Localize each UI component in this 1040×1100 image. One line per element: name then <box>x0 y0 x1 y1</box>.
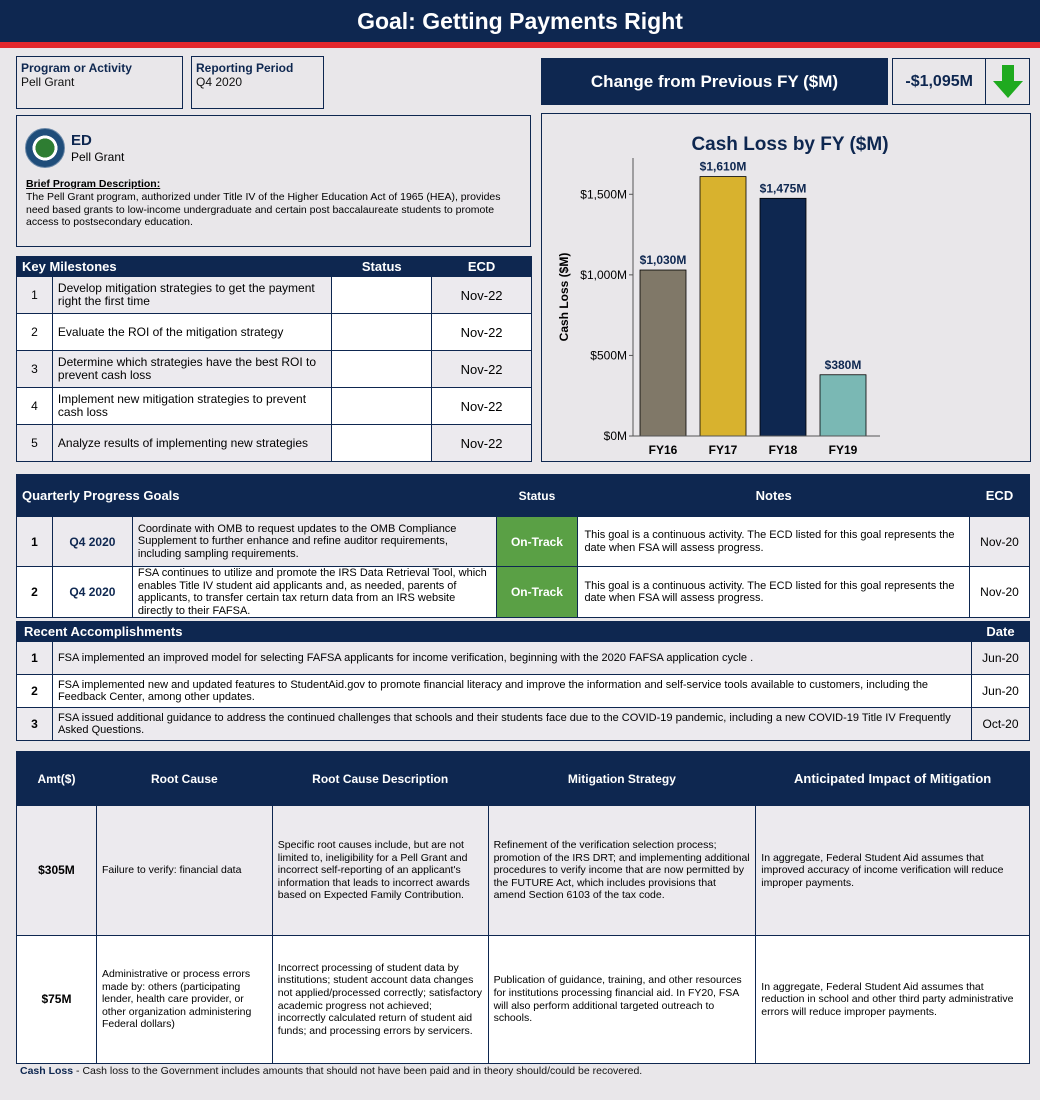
accomplishment-row <box>17 642 1030 675</box>
quarterly-text: FSA continues to utilize and promote the IRS Data Retrieval Tool, which enables Title IV student aid applicants and, as needed, parents of applicants, to transfer certain tax return data from an IRS website directly to their FAFSA. <box>132 567 496 618</box>
milestone-ecd: Nov-22 <box>432 425 532 462</box>
chart-bar-fy17 <box>700 177 746 436</box>
status-badge: On-Track <box>332 351 432 388</box>
status-badge: On-Track <box>496 517 578 567</box>
milestones-table <box>16 256 532 462</box>
accomplishment-num: 2 <box>17 675 53 708</box>
cash-loss-chart-panel <box>541 113 1031 462</box>
milestone-row <box>17 388 532 425</box>
status-badge: On-Track <box>496 567 578 618</box>
root-cause-text: Administrative or process errors made by: others (participating lender, health care provider, or other organization administering Federal dollars) <box>96 936 272 1064</box>
milestones-ecd-header: ECD <box>432 257 532 277</box>
chart-title: Cash Loss by FY ($M) <box>691 134 889 155</box>
period-label: Reporting Period <box>196 61 294 75</box>
quarterly-status-header: Status <box>496 475 578 517</box>
impact-text: In aggregate, Federal Student Aid assumes that improved accuracy of income verification will reduce improper payments. <box>756 806 1030 936</box>
description-text: The Pell Grant program, authorized under Title IV of the Higher Education Act of 1965 (HEA), provides need based grants to low-income undergraduate and certain post baccalaureate students to promote access to postsecondary education. <box>26 191 501 228</box>
milestone-num: 2 <box>17 314 53 351</box>
change-title: Change from Previous FY ($M) <box>541 58 888 105</box>
chart-bar-fy16 <box>640 270 686 436</box>
y-tick-label: $500M <box>590 348 627 363</box>
quarterly-row <box>17 567 1030 618</box>
program-box <box>16 56 183 109</box>
milestone-ecd: Nov-22 <box>432 314 532 351</box>
quarterly-text: Coordinate with OMB to request updates to the OMB Compliance Supplement to further enhance and refine auditor requirements, including sampling requirements. <box>132 517 496 567</box>
accomplishment-num: 3 <box>17 708 53 741</box>
accomplishment-row <box>17 675 1030 708</box>
footnote <box>20 1065 642 1077</box>
y-tick-label: $0M <box>603 429 627 443</box>
milestone-ecd: Nov-22 <box>432 277 532 314</box>
chart-data-label: $380M <box>824 357 862 372</box>
status-badge: On-Track <box>332 314 432 351</box>
quarterly-num: 1 <box>17 517 53 567</box>
milestone-num: 5 <box>17 425 53 462</box>
impact-text: In aggregate, Federal Student Aid assumes that reduction in school and other third party administrative errors will reduce improper payments. <box>756 936 1030 1064</box>
milestone-num: 4 <box>17 388 53 425</box>
quarterly-ecd: Nov-20 <box>970 517 1030 567</box>
period-box <box>191 56 324 109</box>
change-value: -$1,095M <box>905 72 973 90</box>
chart-data-label: $1,475M <box>759 181 807 196</box>
accomplishment-date: Oct-20 <box>972 708 1030 741</box>
mitigation-text: Refinement of the verification selection process; promotion of the IRS DRT; and implementing additional procedures to verify income that are now permitted by the FUTURE Act, which includes provisions that amend Section 6103 of the tax code. <box>488 806 756 936</box>
chart-data-label: $1,610M <box>699 159 747 174</box>
quarterly-title: Quarterly Progress Goals <box>17 475 497 517</box>
status-badge: On-Track <box>332 277 432 314</box>
milestone-ecd: Nov-22 <box>432 388 532 425</box>
accomplishment-num: 1 <box>17 642 53 675</box>
root-cause-desc: Incorrect processing of student data by institutions; student account data changes not applied/processed correctly; satisfactory academic progress not achieved; incorrectly calculated return of student aid funds; and processing errors by servicers. <box>272 936 488 1064</box>
accomplishment-date: Jun-20 <box>972 675 1030 708</box>
root-cause-desc-header: Root Cause Description <box>272 752 488 806</box>
accomplishment-text: FSA implemented an improved model for selecting FAFSA applicants for income verification, beginning with the 2020 FAFSA application cycle . <box>52 642 971 675</box>
accomplishments-table <box>16 621 1030 741</box>
root-cause-amt: $75M <box>17 936 97 1064</box>
agency-name: ED <box>71 132 92 149</box>
accomplishments-title: Recent Accomplishments <box>17 622 972 642</box>
root-cause-desc: Specific root causes include, but are not limited to, ineligibility for a Pell Grant and incorrect self-reporting of an applicant's information that leads to incorrect awards based on Expected Family Contribution. <box>272 806 488 936</box>
down-arrow-icon <box>985 59 1029 104</box>
chart-data-label: $1,030M <box>639 253 687 268</box>
x-tick-label: FY19 <box>828 443 858 457</box>
accomplishment-text: FSA issued additional guidance to address the continued challenges that schools and their students face due to the COVID-19 pandemic, including a new COVID-19 Title IV Frequently Asked Questions. <box>52 708 971 741</box>
period-value: Q4 2020 <box>196 75 243 89</box>
header-accent-line <box>0 42 1040 48</box>
program-description-box <box>16 115 531 247</box>
agency-seal-icon <box>25 128 65 168</box>
x-tick-label: FY18 <box>768 443 798 457</box>
status-badge: On-Track <box>332 388 432 425</box>
program-label: Program or Activity <box>21 61 132 75</box>
quarterly-notes: This goal is a continuous activity. The ECD listed for this goal represents the date when FSA will assess progress. <box>578 567 970 618</box>
impact-header: Anticipated Impact of Mitigation <box>756 752 1030 806</box>
root-cause-amt: $305M <box>17 806 97 936</box>
milestone-row <box>17 314 532 351</box>
footnote-term: Cash Loss <box>20 1065 74 1077</box>
quarterly-num: 2 <box>17 567 53 618</box>
amt-header: Amt($) <box>17 752 97 806</box>
quarterly-goals-table <box>16 474 1030 618</box>
chart-bar-fy18 <box>760 198 806 436</box>
root-cause-row <box>17 936 1030 1064</box>
chart-bar-fy19 <box>820 375 866 436</box>
quarterly-ecd-header: ECD <box>970 475 1030 517</box>
root-cause-row <box>17 806 1030 936</box>
milestone-num: 1 <box>17 277 53 314</box>
root-cause-table <box>16 751 1030 1064</box>
accomplishment-row <box>17 708 1030 741</box>
chart-y-axis-label: Cash Loss ($M) <box>557 252 571 342</box>
x-tick-label: FY16 <box>648 443 678 457</box>
quarterly-ecd: Nov-20 <box>970 567 1030 618</box>
program-value: Pell Grant <box>21 75 75 89</box>
description-label: Brief Program Description: <box>26 178 161 190</box>
quarterly-quarter: Q4 2020 <box>52 517 132 567</box>
milestones-status-header: Status <box>332 257 432 277</box>
root-cause-text: Failure to verify: financial data <box>96 806 272 936</box>
accomplishment-text: FSA implemented new and updated features to StudentAid.gov to promote financial literacy and improve the information and self-service tools available to customers, including the Feedback Center, among other updates. <box>52 675 971 708</box>
milestone-text: Determine which strategies have the best ROI to prevent cash loss <box>52 351 331 388</box>
quarterly-notes: This goal is a continuous activity. The ECD listed for this goal represents the date when FSA will assess progress. <box>578 517 970 567</box>
accomplishment-date: Jun-20 <box>972 642 1030 675</box>
milestone-row <box>17 351 532 388</box>
milestone-row <box>17 277 532 314</box>
page-title: Goal: Getting Payments Right <box>0 0 1040 42</box>
y-tick-label: $1,500M <box>580 187 627 202</box>
quarterly-quarter: Q4 2020 <box>52 567 132 618</box>
footnote-text: - Cash loss to the Government includes amounts that should not have been paid and in theory should/could be recovered. <box>73 1065 643 1077</box>
milestone-text: Implement new mitigation strategies to prevent cash loss <box>52 388 331 425</box>
milestone-text: Develop mitigation strategies to get the payment right the first time <box>52 277 331 314</box>
accomplishments-date-header: Date <box>972 622 1030 642</box>
mitigation-header: Mitigation Strategy <box>488 752 756 806</box>
y-tick-label: $1,000M <box>580 267 627 282</box>
quarterly-row <box>17 517 1030 567</box>
cash-loss-chart <box>542 114 1030 461</box>
mitigation-text: Publication of guidance, training, and other resources for institutions processing financial aid. In FY20, FSA will also perform additional targeted outreach to schools. <box>488 936 756 1064</box>
milestone-row <box>17 425 532 462</box>
status-badge: On-Track <box>332 425 432 462</box>
milestone-text: Evaluate the ROI of the mitigation strategy <box>52 314 331 351</box>
milestone-text: Analyze results of implementing new strategies <box>52 425 331 462</box>
x-tick-label: FY17 <box>708 443 738 457</box>
agency-program: Pell Grant <box>71 150 125 164</box>
change-value-box <box>892 58 1030 105</box>
quarterly-notes-header: Notes <box>578 475 970 517</box>
milestone-ecd: Nov-22 <box>432 351 532 388</box>
milestone-num: 3 <box>17 351 53 388</box>
milestones-title: Key Milestones <box>17 257 332 277</box>
root-cause-header: Root Cause <box>96 752 272 806</box>
